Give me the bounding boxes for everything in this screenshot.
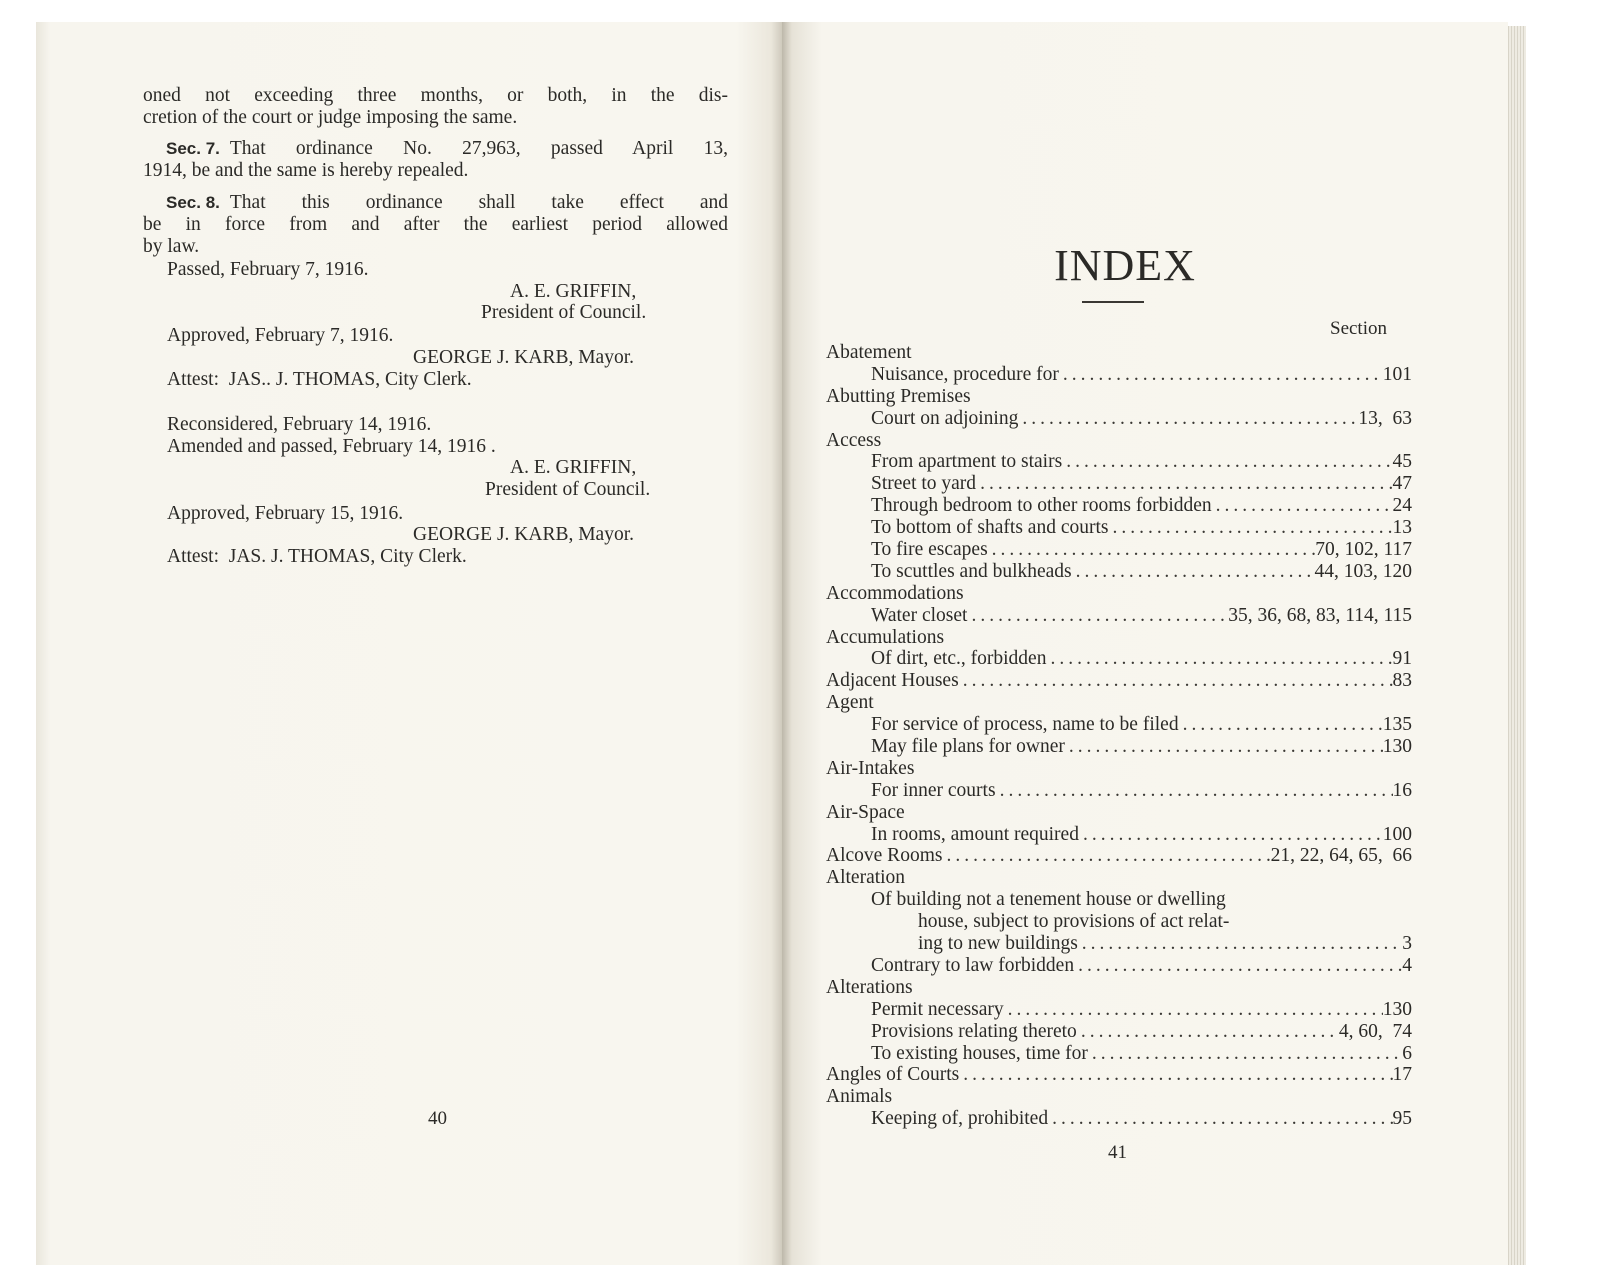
index-entry-label: Provisions relating thereto [871, 1020, 1077, 1042]
dot-leader [1074, 955, 1402, 977]
sec8-label: Sec. 8. [166, 193, 220, 212]
index-section-numbers: 4 [1402, 954, 1412, 976]
dot-leader [1079, 824, 1383, 846]
signatory-name: A. E. GRIFFIN, [510, 457, 637, 478]
mayor-signature: GEORGE J. KARB, Mayor. [413, 347, 635, 368]
index-subentry [826, 473, 1412, 495]
index-entry-label: Accommodations [826, 582, 964, 604]
index-list [826, 342, 1412, 1130]
index-entry-label: Abutting Premises [826, 385, 971, 407]
dot-leader [967, 605, 1228, 627]
index-section-numbers: 13, 63 [1358, 407, 1412, 429]
index-section-numbers: 100 [1382, 823, 1412, 845]
index-section-numbers: 95 [1392, 1108, 1412, 1130]
index-section-numbers: 35, 36, 68, 83, 114, 115 [1228, 604, 1412, 626]
passed-date: Passed, February 7, 1916. [167, 259, 369, 280]
index-section-numbers: 13 [1392, 517, 1412, 539]
index-heading [826, 802, 1412, 824]
index-subentry [826, 605, 1412, 627]
text-line: by law. [143, 236, 200, 257]
index-section-numbers: 130 [1382, 736, 1412, 758]
index-heading [826, 583, 1412, 605]
index-subentry [826, 1108, 1412, 1130]
index-heading [826, 845, 1412, 867]
index-entry-label: For service of process, name to be filed [871, 714, 1179, 736]
dot-leader [1059, 364, 1383, 386]
index-entry-label: Air-Space [826, 801, 905, 823]
approved-date: Approved, February 7, 1916. [167, 325, 394, 346]
sec8-paragraph [143, 192, 728, 214]
index-heading [826, 692, 1412, 714]
dot-leader [905, 867, 1412, 889]
index-subentry [826, 648, 1412, 670]
dot-leader [959, 670, 1393, 692]
index-entry-label: Of dirt, etc., forbidden [871, 648, 1047, 670]
dot-leader [971, 386, 1412, 408]
sec7-paragraph [143, 138, 728, 160]
dot-leader [1212, 495, 1393, 517]
dot-leader [914, 758, 1412, 780]
index-section-numbers: 6 [1402, 1042, 1412, 1064]
signatory-title: President of Council. [485, 479, 651, 500]
dot-leader [976, 473, 1392, 495]
index-subentry [826, 780, 1412, 802]
title-divider [1082, 301, 1144, 303]
index-entry-label: To scuttles and bulkheads [871, 560, 1072, 582]
index-subentry [826, 889, 1412, 911]
index-section-numbers: 91 [1392, 648, 1412, 670]
dot-leader [1046, 648, 1392, 670]
dot-leader [1179, 714, 1383, 736]
index-entry-label: Air-Intakes [826, 757, 915, 779]
index-subentry [826, 999, 1412, 1021]
index-section-numbers: 70, 102, 117 [1315, 539, 1412, 561]
dot-leader [1229, 911, 1412, 933]
dot-leader [1072, 561, 1315, 583]
index-heading [826, 1064, 1412, 1086]
index-subentry [826, 495, 1412, 517]
dot-leader [964, 583, 1412, 605]
index-section-numbers: 44, 103, 120 [1314, 560, 1412, 582]
index-subentry [826, 714, 1412, 736]
index-entry-label: To fire escapes [871, 539, 988, 561]
index-subentry [826, 539, 1412, 561]
index-entry-label: Through bedroom to other rooms forbidden [871, 495, 1212, 517]
index-subentry [826, 933, 1412, 955]
index-section-numbers: 101 [1382, 363, 1412, 385]
index-subentry [826, 1021, 1412, 1043]
signatory-name: A. E. GRIFFIN, [510, 281, 637, 302]
index-entry-label: Agent [826, 692, 874, 714]
index-subentry [826, 364, 1412, 386]
index-entry-label: To existing houses, time for [871, 1042, 1088, 1064]
index-entry-label: Of building not a tenement house or dwelling [871, 889, 1226, 911]
index-entry-label: Animals [826, 1086, 893, 1108]
attest-line: Attest: JAS.. J. THOMAS, City Clerk. [167, 369, 472, 390]
index-heading [826, 670, 1412, 692]
index-entry-label: Contrary to law forbidden [871, 954, 1075, 976]
index-entry-label: Nuisance, procedure for [871, 363, 1059, 385]
dot-leader [1088, 1043, 1402, 1065]
index-section-numbers: 83 [1392, 670, 1412, 692]
index-section-numbers: 130 [1382, 998, 1412, 1020]
page-number-right: 41 [1108, 1142, 1127, 1163]
index-subentry [826, 736, 1412, 758]
index-entry-label: May file plans for owner [871, 736, 1065, 758]
approved-date: Approved, February 15, 1916. [167, 503, 404, 524]
index-heading [826, 977, 1412, 999]
index-heading [826, 386, 1412, 408]
index-subentry [826, 911, 1412, 933]
index-section-numbers: 47 [1392, 473, 1412, 495]
index-section-numbers: 135 [1382, 714, 1412, 736]
index-entry-label: For inner courts [871, 779, 996, 801]
dot-leader [1078, 933, 1402, 955]
index-section-numbers: 16 [1392, 779, 1412, 801]
index-section-numbers: 4, 60, 74 [1338, 1020, 1412, 1042]
index-entry-label: Access [826, 429, 882, 451]
dot-leader [881, 430, 1412, 452]
index-entry-label: In rooms, amount required [871, 823, 1079, 845]
dot-leader [1077, 1021, 1339, 1043]
index-entry-label: Permit necessary [871, 998, 1004, 1020]
index-subentry [826, 955, 1412, 977]
dot-leader [996, 780, 1393, 802]
index-entry-label: From apartment to stairs [871, 451, 1063, 473]
mayor-signature: GEORGE J. KARB, Mayor. [413, 524, 635, 545]
dot-leader [944, 627, 1412, 649]
index-section-numbers: 3 [1402, 933, 1412, 955]
index-heading [826, 342, 1412, 364]
index-subentry [826, 451, 1412, 473]
index-subentry [826, 1043, 1412, 1065]
index-entry-label: To bottom of shafts and courts [871, 517, 1109, 539]
index-section-numbers: 21, 22, 64, 65, 66 [1270, 845, 1412, 867]
index-entry-label: Alterations [826, 976, 913, 998]
dot-leader [905, 802, 1412, 824]
index-heading [826, 1086, 1412, 1108]
text-line: That this ordinance shall take effect and [229, 192, 728, 213]
index-entry-label: house, subject to provisions of act relat- [918, 911, 1230, 933]
index-entry-label: Adjacent Houses [826, 670, 959, 692]
dot-leader [1108, 517, 1392, 539]
index-heading [826, 867, 1412, 889]
dot-leader [912, 342, 1412, 364]
index-title: INDEX [1054, 241, 1196, 290]
index-entry-label: Alcove Rooms [826, 845, 943, 867]
index-heading [826, 758, 1412, 780]
text-line: cretion of the court or judge imposing the same. [143, 107, 518, 128]
text-line: oned not exceeding three months, or both, in the dis- [143, 85, 728, 106]
attest-line: Attest: JAS. J. THOMAS, City Clerk. [167, 546, 467, 567]
index-entry-label: Court on adjoining [871, 407, 1019, 429]
dot-leader [1226, 889, 1412, 911]
index-entry-label: Alteration [826, 867, 906, 889]
dot-leader [959, 1064, 1392, 1086]
index-section-numbers: 24 [1392, 495, 1412, 517]
index-entry-label: Accumulations [826, 626, 945, 648]
dot-leader [874, 692, 1412, 714]
dot-leader [1065, 736, 1383, 758]
index-section-numbers: 45 [1392, 451, 1412, 473]
index-heading [826, 430, 1412, 452]
reconsidered-date: Reconsidered, February 14, 1916. [167, 414, 432, 435]
index-subentry [826, 517, 1412, 539]
page-number-left: 40 [428, 1108, 447, 1129]
text-line: 1914, be and the same is hereby repealed. [143, 160, 469, 181]
text-line: That ordinance No. 27,963, passed April 13, [229, 138, 728, 159]
index-heading [826, 627, 1412, 649]
dot-leader [1004, 999, 1383, 1021]
index-subentry [826, 408, 1412, 430]
signatory-title: President of Council. [481, 302, 647, 323]
index-entry-label: Keeping of, prohibited [871, 1108, 1049, 1130]
index-entry-label: Water closet [871, 604, 968, 626]
sec7-label: Sec. 7. [166, 139, 220, 158]
dot-leader [1062, 451, 1392, 473]
dot-leader [892, 1086, 1412, 1108]
section-column-header: Section [1330, 318, 1387, 339]
text-line: be in force from and after the earliest period allowed [143, 214, 728, 235]
dot-leader [913, 977, 1412, 999]
amended-date: Amended and passed, February 14, 1916 . [167, 436, 496, 457]
index-subentry [826, 824, 1412, 846]
dot-leader [988, 539, 1316, 561]
dot-leader [1018, 408, 1358, 430]
index-entry-label: Abatement [826, 342, 912, 363]
dot-leader [1048, 1108, 1392, 1130]
index-section-numbers: 17 [1392, 1064, 1412, 1086]
index-subentry [826, 561, 1412, 583]
page-edges [1508, 26, 1526, 1265]
index-entry-label: ing to new buildings [918, 933, 1078, 955]
dot-leader [942, 845, 1270, 867]
index-entry-label: Angles of Courts [826, 1064, 960, 1086]
index-entry-label: Street to yard [871, 473, 977, 495]
